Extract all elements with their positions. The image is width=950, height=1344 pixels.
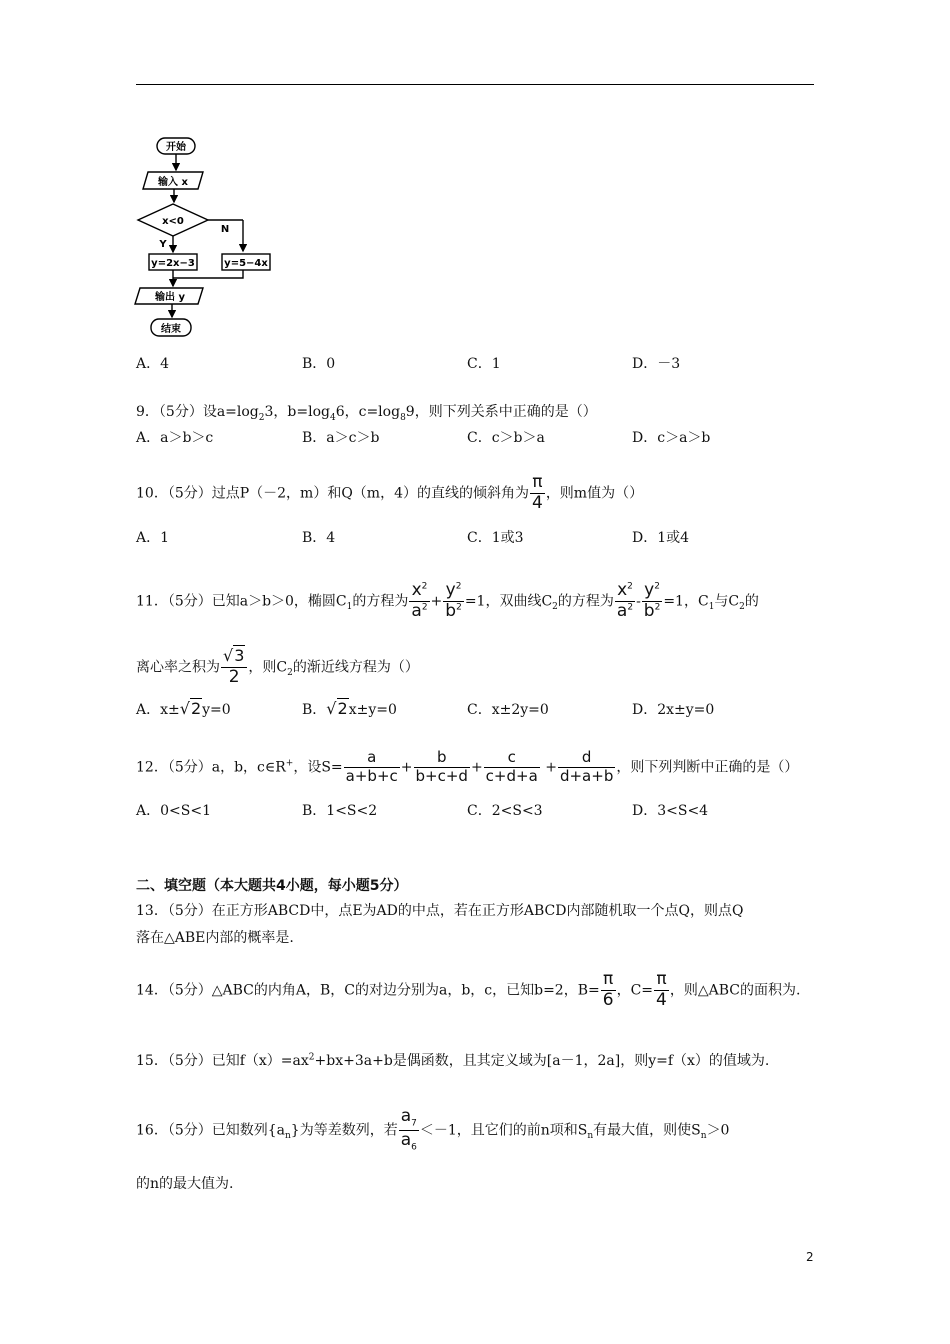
section-heading: 二、填空题（本大题共4小题，每小题5分） — [136, 878, 408, 894]
q13-line1: 13．（5分）在正方形ABCD中，点E为AD的中点，若在正方形ABCD内部随机取一个点Q，则点Q — [136, 903, 744, 919]
flowchart — [128, 132, 288, 347]
q9-option-b: B．a＞c＞b — [302, 430, 380, 446]
q9-option-c: C．c＞b＞a — [467, 430, 545, 446]
q11-frac-sqrt3-2: $\frac{√3}{2}$ — [221, 648, 247, 687]
q10-option-c: C．1或3 — [467, 530, 524, 546]
q10-option-d: D．1或4 — [632, 530, 690, 546]
flowchart-input-label: 输入 x — [158, 177, 188, 188]
q16-stem-line2: 的n的最大值为. — [136, 1176, 234, 1192]
q13-line2: 落在△ABE内部的概率是. — [136, 930, 294, 946]
q9-option-d: D．c＞a＞b — [632, 430, 711, 446]
page-number: 2 — [806, 1250, 814, 1264]
q11-option-d: D．2x±y=0 — [632, 702, 715, 718]
flowchart-yes-label: Y — [159, 239, 167, 250]
q11-stem-line1: 11．（5分）已知a＞b＞0，椭圆$C_1$的方程为 $\frac{x^2}{a^2}$ + $\frac{y^2}{b^2}$ =1，双曲线$C_2$的方程为 $\frac{x^2}{a^2}$ - $\frac{y^2}{b^2}$ =1，$C_1$与$C_2$的 — [136, 580, 759, 621]
q14-stem: 14．（5分）△ABC的内角A，B，C的对边分别为a，b，c，已知b=2，B= $\frac{\pi}{6}$ ，C= $\frac{\pi}{4}$ ，则△ABC的面积为. — [136, 969, 801, 1010]
q9-option-a: A．a＞b＞c — [136, 430, 214, 446]
q12-frac-2: $\frac{b}{b+c+d}$ — [415, 748, 468, 785]
flowchart-yes-expr: y=2x−3 — [151, 258, 195, 269]
flowchart-cond-label: x<0 — [162, 216, 184, 227]
flowchart-output-label: 输出 y — [155, 292, 185, 303]
q16-frac: $\frac{a_7}{a_6}$ — [400, 1106, 417, 1153]
q10-stem: 10．（5分）过点P（－2，m）和Q（m，4）的直线的倾斜角为 $\frac{\pi}{4}$ ，则m值为（） — [136, 472, 644, 513]
q12-option-b: B．1<S<2 — [302, 803, 378, 819]
q14-frac-c: $\frac{\pi}{4}$ — [656, 969, 667, 1010]
q15-stem: 15．（5分）已知$f(x)=ax^2+bx+3a+b$是偶函数，且其定义域为[a－1，2a]，则y=f（x）的值域为. — [136, 1052, 770, 1069]
q11-frac-x2a2-hyp: $\frac{x^2}{a^2}$ — [616, 580, 634, 621]
flowchart-end-label: 结束 — [161, 324, 181, 335]
q11-stem-line2: 离心率之积为 $\frac{√3}{2}$ ，则$C_2$的渐近线方程为（） — [136, 646, 419, 687]
q11-frac-y2b2: $\frac{y^2}{b^2}$ — [445, 580, 462, 621]
q8-option-c: C．1 — [467, 356, 501, 372]
q12-option-c: C．2<S<3 — [467, 803, 543, 819]
q8-option-b: B．0 — [302, 356, 336, 372]
q12-frac-4: $\frac{d}{d+a+b}$ — [559, 748, 614, 785]
q11-option-c: C．x±2y=0 — [467, 702, 549, 718]
q10-option-a: A．1 — [136, 530, 170, 546]
q8-option-d: D．－3 — [632, 356, 681, 372]
q10-option-b: B．4 — [302, 530, 336, 546]
q11-frac-y2b2-hyp: $\frac{y^2}{b^2}$ — [643, 580, 661, 621]
flowchart-no-label: N — [220, 224, 230, 235]
flowchart-no-expr: y=5−4x — [224, 258, 268, 269]
q12-frac-1: $\frac{a}{a+b+c}$ — [345, 748, 398, 785]
q12-stem: 12．（5分）a，b，c∈R+，设S= $\frac{a}{a+b+c}$ + $\frac{b}{b+c+d}$ + $\frac{c}{c+d+a}$ + $\frac{d}{d+a+b}$ ，则下列判断中正确的是（） — [136, 748, 799, 785]
q9-stem: 9．（5分）设$a=\log_23$，$b=\log_46$，$c=\log_89$，则下列关系中正确的是（） — [136, 404, 597, 423]
q16-stem-line1: 16．（5分）已知数列$\{a_n\}$为等差数列，若 $\frac{a_7}{a_6}$ ＜－1，且它们的前n项和$S_n$有最大值，则使$S_n>0$ — [136, 1106, 730, 1153]
q14-frac-b: $\frac{\pi}{6}$ — [602, 969, 614, 1010]
q11-frac-x2a2: $\frac{x^2}{a^2}$ — [411, 580, 428, 621]
q12-option-a: A．0<S<1 — [136, 803, 211, 819]
q11-option-b: B．√2x±y=0 — [302, 699, 397, 718]
q12-option-d: D．3<S<4 — [632, 803, 709, 819]
q12-frac-3: $\frac{c}{c+d+a}$ — [485, 748, 538, 785]
flowchart-start-label: 开始 — [166, 142, 186, 153]
q11-option-a: A．x±√2y=0 — [136, 699, 231, 718]
q8-option-a: A．4 — [136, 356, 170, 372]
header-rule — [136, 84, 814, 85]
q10-fraction: $\frac{\pi}{4}$ — [531, 472, 543, 513]
